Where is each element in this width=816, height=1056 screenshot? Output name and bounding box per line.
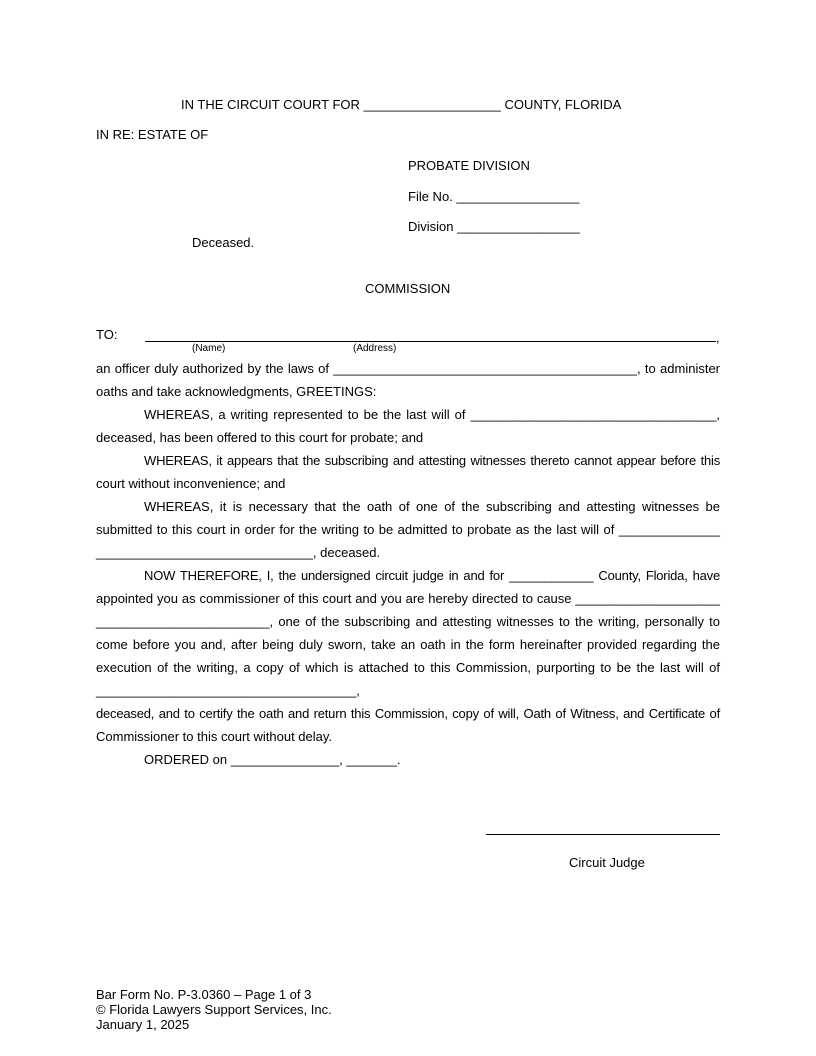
body-line: appointed you as commissioner of this court and you are hereby directed to cause ____________________ [96, 591, 720, 606]
recipient-blank-line [145, 341, 716, 342]
body-line: court without inconvenience; and [96, 476, 286, 491]
deceased-label: Deceased. [192, 235, 255, 250]
document-title: COMMISSION [365, 281, 451, 296]
body-line: deceased, and to certify the oath and return this Commission, copy of will, Oath of Witness, and Certificate of [96, 706, 720, 721]
footer-copyright: © Florida Lawyers Support Services, Inc. [96, 1002, 332, 1017]
footer-date: January 1, 2025 [96, 1017, 190, 1032]
circuit-judge-label: Circuit Judge [569, 855, 645, 870]
footer-form-number: Bar Form No. P-3.0360 – Page 1 of 3 [96, 987, 312, 1002]
body-line: WHEREAS, a writing represented to be the last will of __________________________________, [144, 407, 720, 422]
body-line: come before you and, after being duly sworn, take an oath in the form hereinafter provided regarding the [96, 637, 720, 652]
name-caption: (Name) [192, 343, 226, 354]
body-line: ________________________, one of the subscribing and attesting witnesses to the writing, personally to [96, 614, 720, 629]
court-heading: IN THE CIRCUIT COURT FOR ___________________ COUNTY, FLORIDA [181, 97, 622, 112]
probate-division: PROBATE DIVISION [408, 158, 530, 173]
body-line: an officer duly authorized by the laws of __________________________________________, to administer [96, 361, 720, 376]
address-caption: (Address) [353, 343, 397, 354]
body-line: execution of the writing, a copy of which is attached to this Commission, purporting to be the last will of [96, 660, 720, 675]
in-re-estate: IN RE: ESTATE OF [96, 127, 209, 142]
body-line: deceased, has been offered to this court for probate; and [96, 430, 424, 445]
body-line: WHEREAS, it is necessary that the oath of one of the subscribing and attesting witnesses be [144, 499, 720, 514]
division-field: Division _________________ [408, 219, 581, 234]
body-line: WHEREAS, it appears that the subscribing and attesting witnesses thereto cannot appear before this [144, 453, 720, 468]
ordered-on-line: ORDERED on _______________, _______. [144, 752, 401, 767]
body-line: submitted to this court in order for the writing to be admitted to probate as the last will of ______________ [96, 522, 720, 537]
signature-line [486, 834, 720, 835]
file-number-field: File No. _________________ [408, 189, 580, 204]
body-line: NOW THEREFORE, I, the undersigned circuit judge in and for ____________ County, Florida, have [144, 568, 720, 583]
body-line: oaths and take acknowledgments, GREETINGS: [96, 384, 377, 399]
body-line: ____________________________________, [96, 683, 360, 698]
body-line: ______________________________, deceased. [96, 545, 381, 560]
to-label: TO: [96, 327, 118, 342]
recipient-comma: , [716, 330, 720, 345]
body-line: Commissioner to this court without delay. [96, 729, 333, 744]
